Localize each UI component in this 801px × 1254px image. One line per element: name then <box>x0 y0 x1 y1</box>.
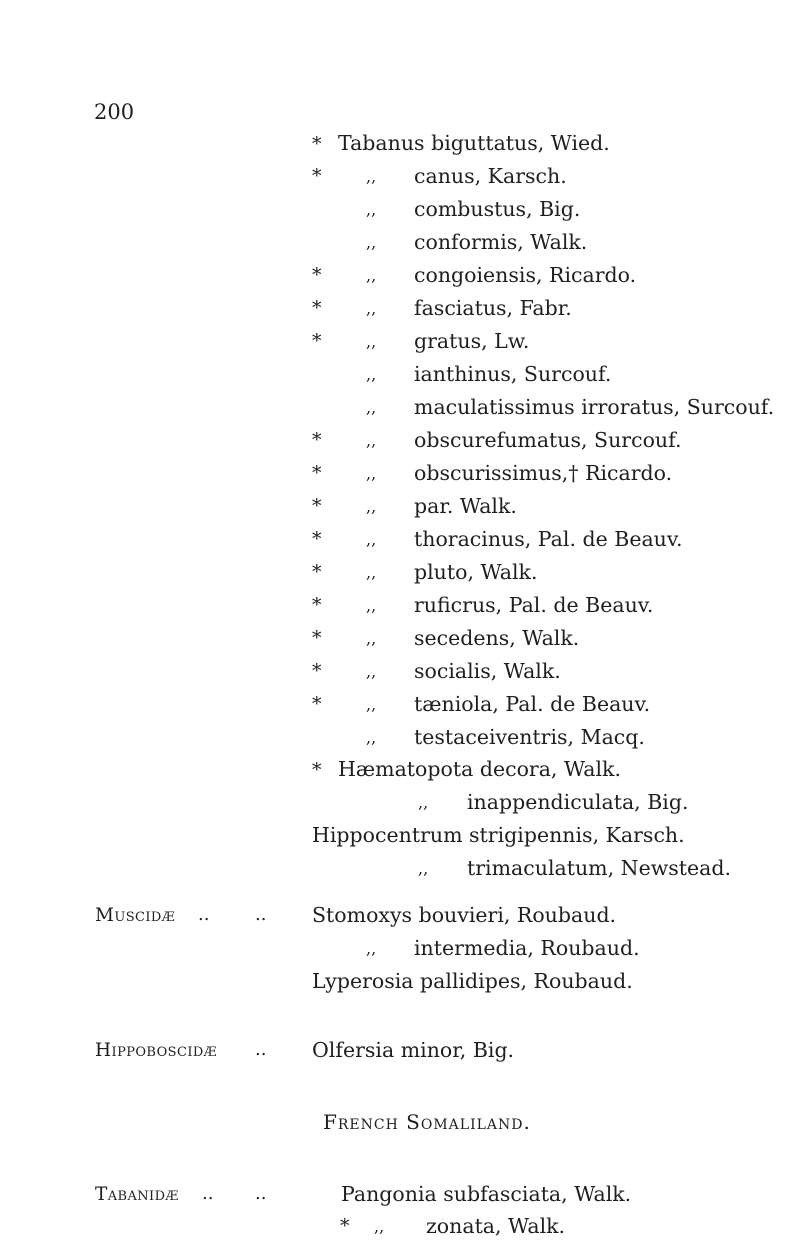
family-label: Hippoboscidæ <box>95 1040 218 1061</box>
ditto-mark: ,, <box>366 167 377 186</box>
page-number: 200 <box>94 100 135 124</box>
ditto-mark: ,, <box>366 662 377 681</box>
asterisk-marker: * <box>312 561 322 583</box>
ditto-mark: ,, <box>366 299 377 318</box>
asterisk-marker: * <box>312 133 322 155</box>
ditto-mark: ,, <box>366 266 377 285</box>
ditto-mark: ,, <box>366 398 377 417</box>
family-label: Muscidæ <box>95 905 176 926</box>
asterisk-marker: * <box>312 660 322 682</box>
species-entry: Lyperosia pallidipes, Roubaud. <box>312 969 633 993</box>
species-entry: testaceiventris, Macq. <box>414 725 645 749</box>
ditto-mark: ,, <box>366 464 377 483</box>
ditto-mark: ,, <box>374 1217 385 1236</box>
species-entry: tæniola, Pal. de Beauv. <box>414 692 651 716</box>
species-entry: ruficrus, Pal. de Beauv. <box>414 593 654 617</box>
ditto-mark: ,, <box>366 563 377 582</box>
species-entry: Hippocentrum strigipennis, Karsch. <box>312 823 685 847</box>
section-heading: French Somaliland. <box>323 1110 531 1134</box>
ditto-mark: ,, <box>366 332 377 351</box>
ditto-mark: ,, <box>366 233 377 252</box>
species-entry: gratus, Lw. <box>414 329 530 353</box>
species-entry: fasciatus, Fabr. <box>414 296 572 320</box>
ditto-mark: ,, <box>366 728 377 747</box>
asterisk-marker: * <box>312 528 322 550</box>
asterisk-marker: * <box>312 462 322 484</box>
species-entry: Hæmatopota decora, Walk. <box>338 757 621 781</box>
ditto-mark: ,, <box>366 497 377 516</box>
species-entry: ianthinus, Surcouf. <box>414 362 612 386</box>
ditto-mark: ,, <box>366 530 377 549</box>
species-entry: zonata, Walk. <box>426 1214 566 1238</box>
ditto-mark: ,, <box>366 629 377 648</box>
species-entry: intermedia, Roubaud. <box>414 936 640 960</box>
ditto-mark: ,, <box>366 365 377 384</box>
asterisk-marker: * <box>312 264 322 286</box>
ditto-mark: ,, <box>366 695 377 714</box>
asterisk-marker: * <box>312 693 322 715</box>
species-entry: par. Walk. <box>414 494 517 518</box>
species-entry: congoiensis, Ricardo. <box>414 263 637 287</box>
asterisk-marker: * <box>312 759 322 781</box>
asterisk-marker: * <box>312 594 322 616</box>
species-entry: combustus, Big. <box>414 197 581 221</box>
species-entry: Pangonia subfasciata, Walk. <box>341 1182 632 1206</box>
asterisk-marker: * <box>312 330 322 352</box>
species-entry: Olfersia minor, Big. <box>312 1038 515 1062</box>
species-entry: pluto, Walk. <box>414 560 538 584</box>
asterisk-marker: * <box>312 297 322 319</box>
species-entry: maculatissimus irroratus, Surcouf. <box>414 395 775 419</box>
species-entry: Tabanus biguttatus, Wied. <box>338 131 610 155</box>
ditto-mark: ,, <box>366 939 377 958</box>
ditto-mark: ,, <box>366 431 377 450</box>
species-entry: thoracinus, Pal. de Beauv. <box>414 527 683 551</box>
ditto-mark: ,, <box>418 859 429 878</box>
ditto-mark: ,, <box>418 793 429 812</box>
asterisk-marker: * <box>312 495 322 517</box>
leader-dots: .. <box>202 1183 214 1204</box>
species-entry: canus, Karsch. <box>414 164 567 188</box>
species-entry: trimaculatum, Newstead. <box>467 856 731 880</box>
asterisk-marker: * <box>312 627 322 649</box>
asterisk-marker: * <box>340 1215 350 1237</box>
species-entry: inappendiculata, Big. <box>467 790 689 814</box>
leader-dots: .. <box>255 904 267 925</box>
species-entry: conformis, Walk. <box>414 230 588 254</box>
family-label: Tabanidæ <box>95 1184 179 1205</box>
species-entry: obscurissimus,† Ricardo. <box>414 461 673 485</box>
species-entry: obscurefumatus, Surcouf. <box>414 428 682 452</box>
ditto-mark: ,, <box>366 200 377 219</box>
leader-dots: .. <box>255 1039 267 1060</box>
species-entry: secedens, Walk. <box>414 626 580 650</box>
asterisk-marker: * <box>312 429 322 451</box>
ditto-mark: ,, <box>366 596 377 615</box>
asterisk-marker: * <box>312 165 322 187</box>
leader-dots: .. <box>198 904 210 925</box>
species-entry: Stomoxys bouvieri, Roubaud. <box>312 903 617 927</box>
species-entry: socialis, Walk. <box>414 659 561 683</box>
leader-dots: .. <box>255 1183 267 1204</box>
